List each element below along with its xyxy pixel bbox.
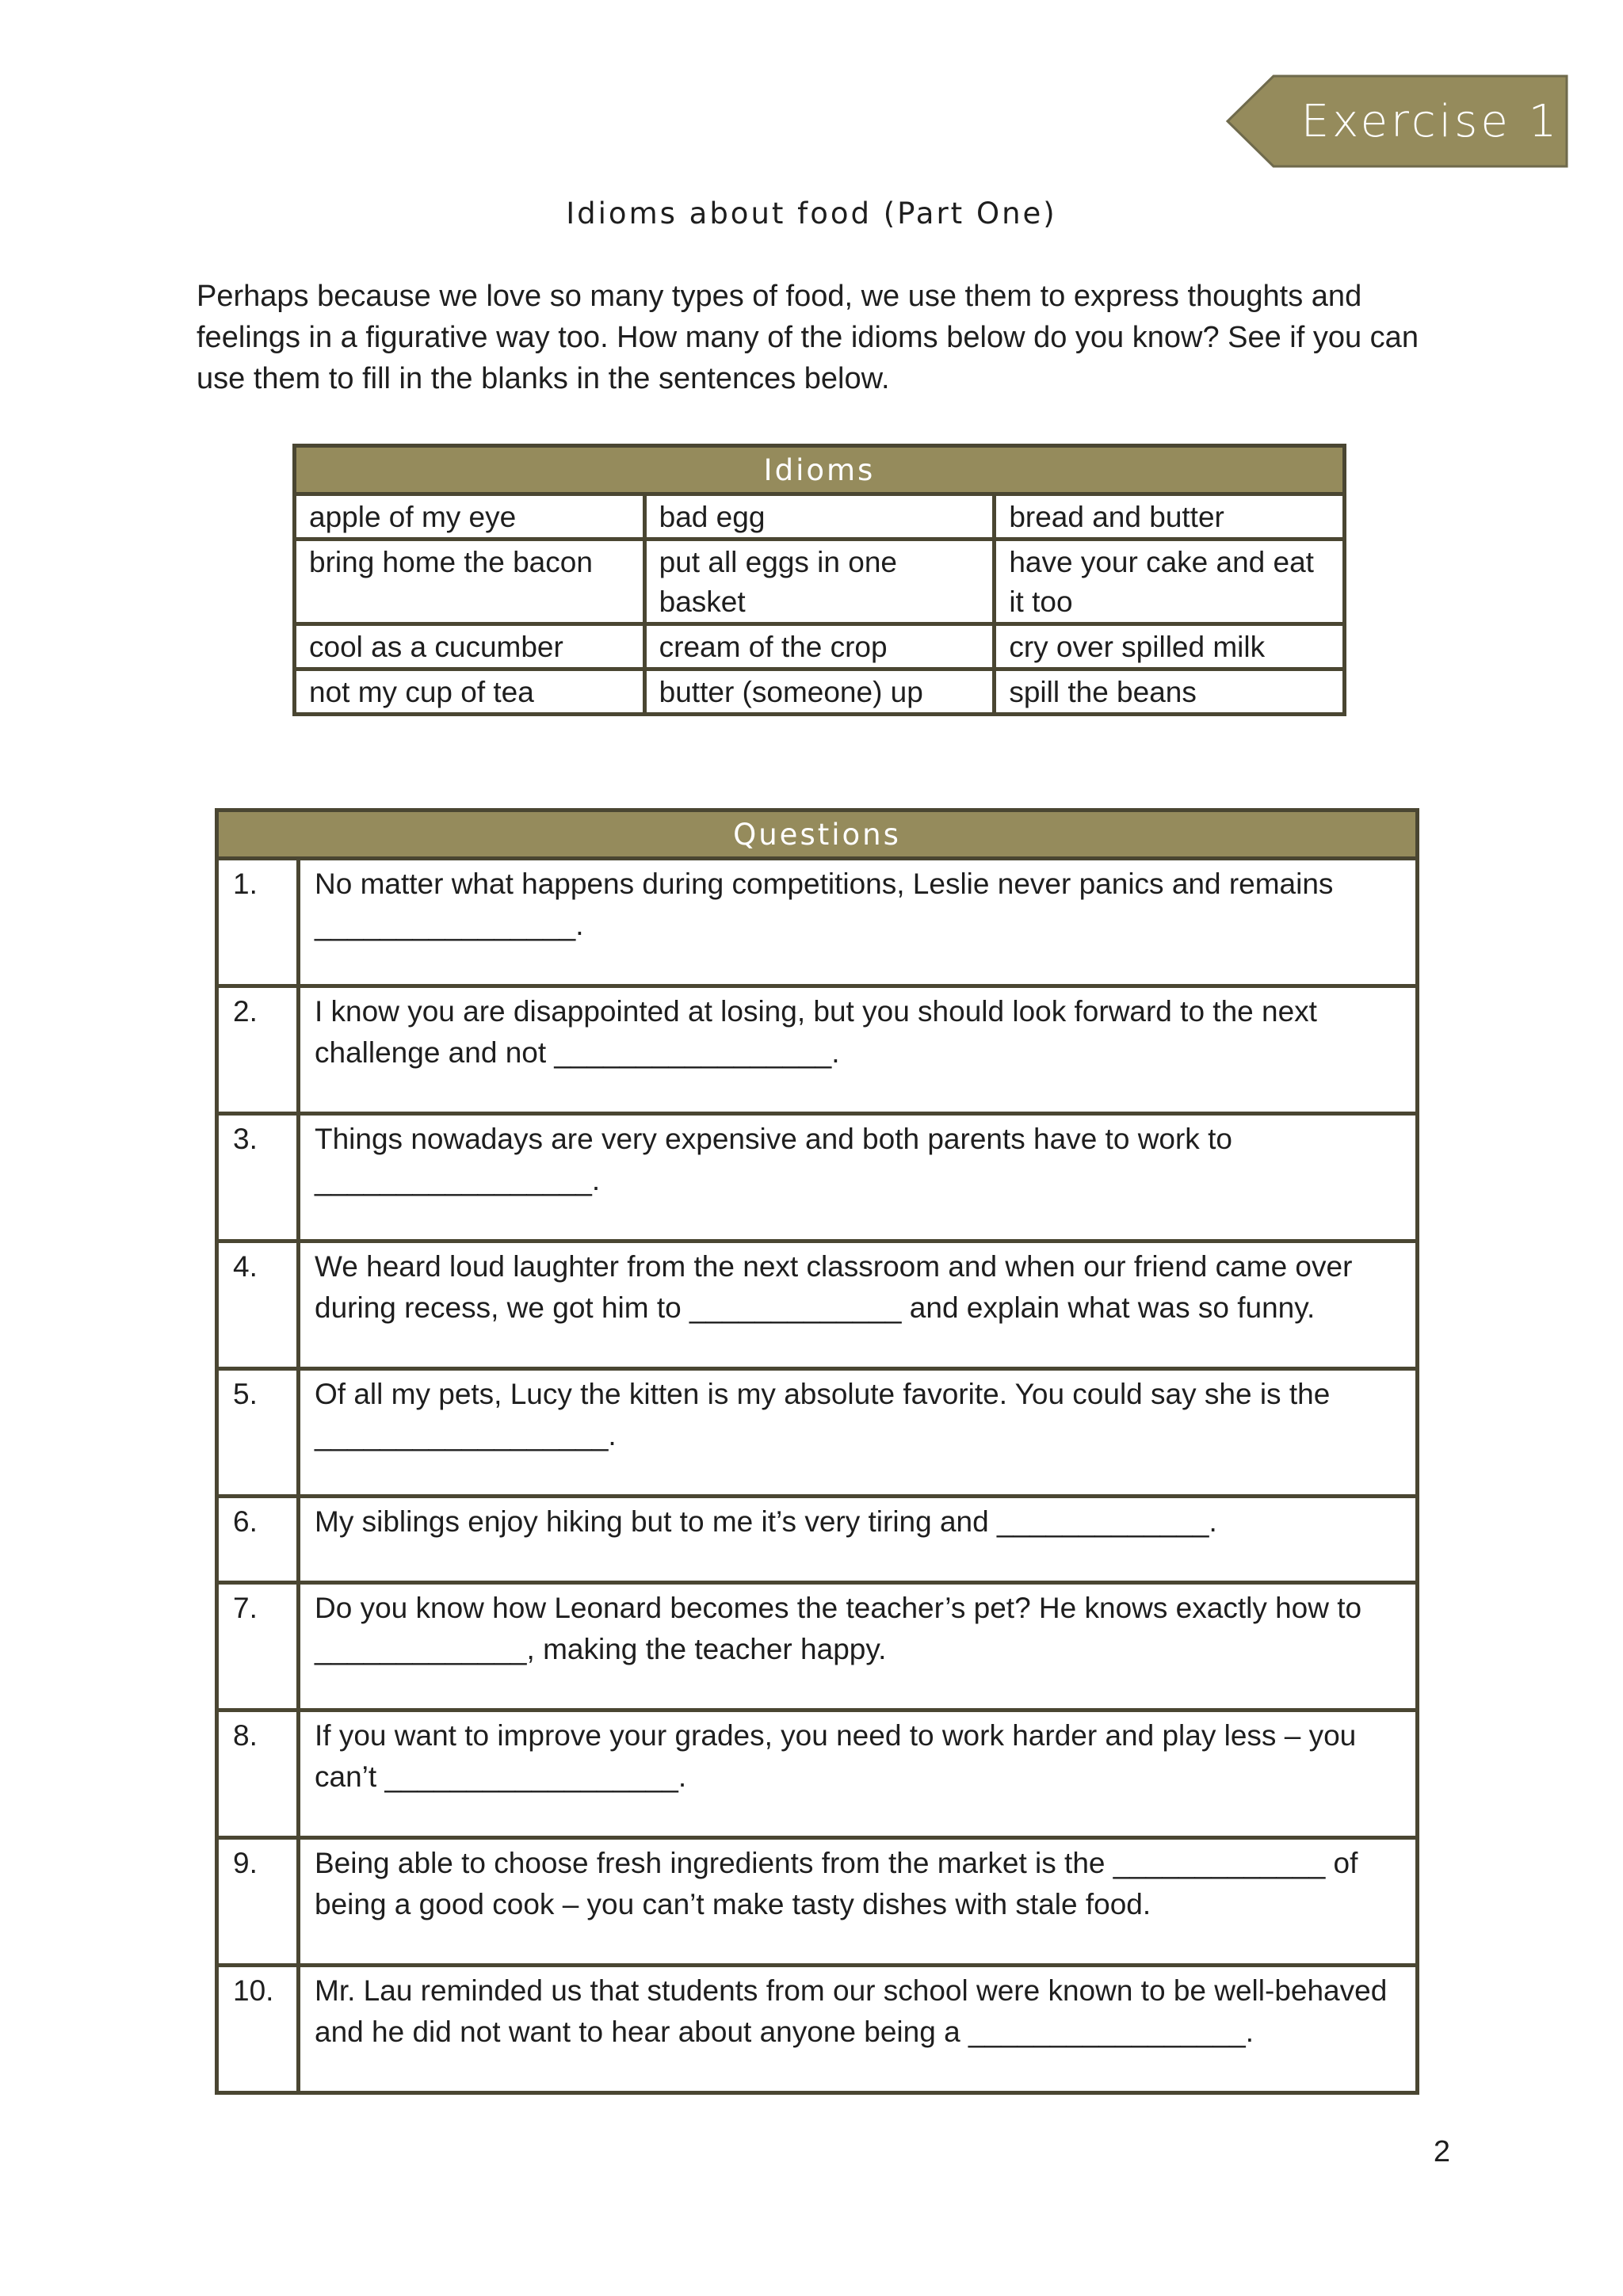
idiom-cell: spill the beans bbox=[995, 669, 1345, 715]
question-text-after: . bbox=[591, 1164, 601, 1196]
question-text bbox=[299, 1966, 1418, 2093]
question-number: 6. bbox=[217, 1497, 299, 1583]
question-text-before: If you want to improve your grades, you need to work harder and play less – you can’t bbox=[315, 1719, 1357, 1793]
question-text-before: My siblings enjoy hiking but to me it’s very tiring and bbox=[315, 1505, 997, 1538]
answer-blank[interactable]: _____________ bbox=[1113, 1847, 1326, 1879]
question-text-after: . bbox=[575, 909, 584, 941]
intro-paragraph: Perhaps because we love so many types of food, we use them to express thoughts and feelings in a figurative way too. How many of the idioms below do you know? See if you can use them to fill in the blanks in the sentences below. bbox=[197, 280, 1419, 395]
idiom-cell: cream of the crop bbox=[644, 624, 995, 669]
idiom-cell: bad egg bbox=[644, 494, 995, 540]
question-number: 5. bbox=[217, 1369, 299, 1497]
question-text-before: Being able to choose fresh ingredients from the market is the bbox=[315, 1847, 1113, 1879]
question-number: 3. bbox=[217, 1114, 299, 1241]
question-text bbox=[299, 1114, 1418, 1241]
question-text-before: No matter what happens during competitions, Leslie never panics and remains bbox=[315, 868, 1334, 900]
table-row bbox=[295, 669, 1345, 715]
question-text-after: . bbox=[608, 1419, 617, 1451]
question-text bbox=[299, 1369, 1418, 1497]
questions-table-header: Questions bbox=[217, 810, 1418, 859]
table-row bbox=[295, 494, 1345, 540]
question-text-after: and explain what was so funny. bbox=[901, 1291, 1316, 1324]
question-row bbox=[217, 1711, 1418, 1838]
question-text-before: Mr. Lau reminded us that students from our school were known to be well-behaved and he did not want to hear about anyone being a bbox=[315, 1974, 1388, 2048]
idioms-table-header: Idioms bbox=[295, 446, 1345, 494]
question-text bbox=[299, 1241, 1418, 1369]
idiom-cell: bread and butter bbox=[995, 494, 1345, 540]
questions-table bbox=[215, 808, 1419, 2095]
exercise-tab-label: Exercise 1 bbox=[1300, 96, 1560, 147]
answer-blank[interactable]: _________________ bbox=[554, 1036, 832, 1069]
question-text-after: of being a good cook – you can’t make tasty dishes with stale food. bbox=[315, 1847, 1358, 1920]
table-row bbox=[295, 540, 1345, 624]
question-text bbox=[299, 1583, 1418, 1711]
question-text-before: We heard loud laughter from the next classroom and when our friend came over during recess, we got him to bbox=[315, 1250, 1353, 1324]
question-row bbox=[217, 1966, 1418, 2093]
answer-blank[interactable]: __________________ bbox=[384, 1760, 678, 1793]
answer-blank[interactable]: _________________ bbox=[968, 2016, 1246, 2048]
idiom-cell: not my cup of tea bbox=[295, 669, 645, 715]
answer-blank[interactable]: __________________ bbox=[315, 1419, 609, 1451]
question-text bbox=[299, 1497, 1418, 1583]
question-text-after: . bbox=[1245, 2016, 1254, 2048]
question-text-before: Do you know how Leonard becomes the teacher’s pet? He knows exactly how to bbox=[315, 1592, 1362, 1624]
question-text-after: . bbox=[678, 1760, 687, 1793]
question-number: 4. bbox=[217, 1241, 299, 1369]
question-row bbox=[217, 1369, 1418, 1497]
table-row bbox=[295, 624, 1345, 669]
question-text-before: I know you are disappointed at losing, but you should look forward to the next challenge and not bbox=[315, 995, 1317, 1069]
question-row bbox=[217, 1241, 1418, 1369]
idiom-cell: cool as a cucumber bbox=[295, 624, 645, 669]
question-text-after: . bbox=[1209, 1505, 1217, 1538]
answer-blank[interactable]: _____________ bbox=[997, 1505, 1209, 1538]
question-number: 1. bbox=[217, 859, 299, 986]
question-row bbox=[217, 859, 1418, 986]
question-text-before: Things nowadays are very expensive and both parents have to work to bbox=[315, 1123, 1232, 1155]
question-row bbox=[217, 1838, 1418, 1966]
question-text-before: Of all my pets, Lucy the kitten is my absolute favorite. You could say she is the bbox=[315, 1378, 1331, 1410]
idiom-cell: have your cake and eat it too bbox=[995, 540, 1345, 624]
question-number: 7. bbox=[217, 1583, 299, 1711]
question-row bbox=[217, 1497, 1418, 1583]
exercise-tab bbox=[1224, 73, 1571, 171]
question-row bbox=[217, 1114, 1418, 1241]
question-text-after: . bbox=[831, 1036, 840, 1069]
question-row bbox=[217, 1583, 1418, 1711]
idiom-cell: put all eggs in one basket bbox=[644, 540, 995, 624]
question-text bbox=[299, 1838, 1418, 1966]
question-number: 9. bbox=[217, 1838, 299, 1966]
question-number: 2. bbox=[217, 986, 299, 1114]
page-title: Idioms about food (Part One) bbox=[566, 196, 1057, 231]
page-number: 2 bbox=[1433, 2135, 1450, 2168]
idiom-cell: butter (someone) up bbox=[644, 669, 995, 715]
question-text-after: , making the teacher happy. bbox=[526, 1633, 887, 1665]
question-text bbox=[299, 986, 1418, 1114]
answer-blank[interactable]: _____________ bbox=[315, 1633, 527, 1665]
question-text bbox=[299, 1711, 1418, 1838]
answer-blank[interactable]: _________________ bbox=[315, 1164, 592, 1196]
answer-blank[interactable]: ________________ bbox=[315, 909, 576, 941]
idiom-cell: bring home the bacon bbox=[295, 540, 645, 624]
question-number: 10. bbox=[217, 1966, 299, 2093]
idiom-cell: apple of my eye bbox=[295, 494, 645, 540]
idioms-table bbox=[292, 444, 1346, 716]
idiom-cell: cry over spilled milk bbox=[995, 624, 1345, 669]
question-number: 8. bbox=[217, 1711, 299, 1838]
answer-blank[interactable]: _____________ bbox=[689, 1291, 902, 1324]
question-row bbox=[217, 986, 1418, 1114]
question-text bbox=[299, 859, 1418, 986]
